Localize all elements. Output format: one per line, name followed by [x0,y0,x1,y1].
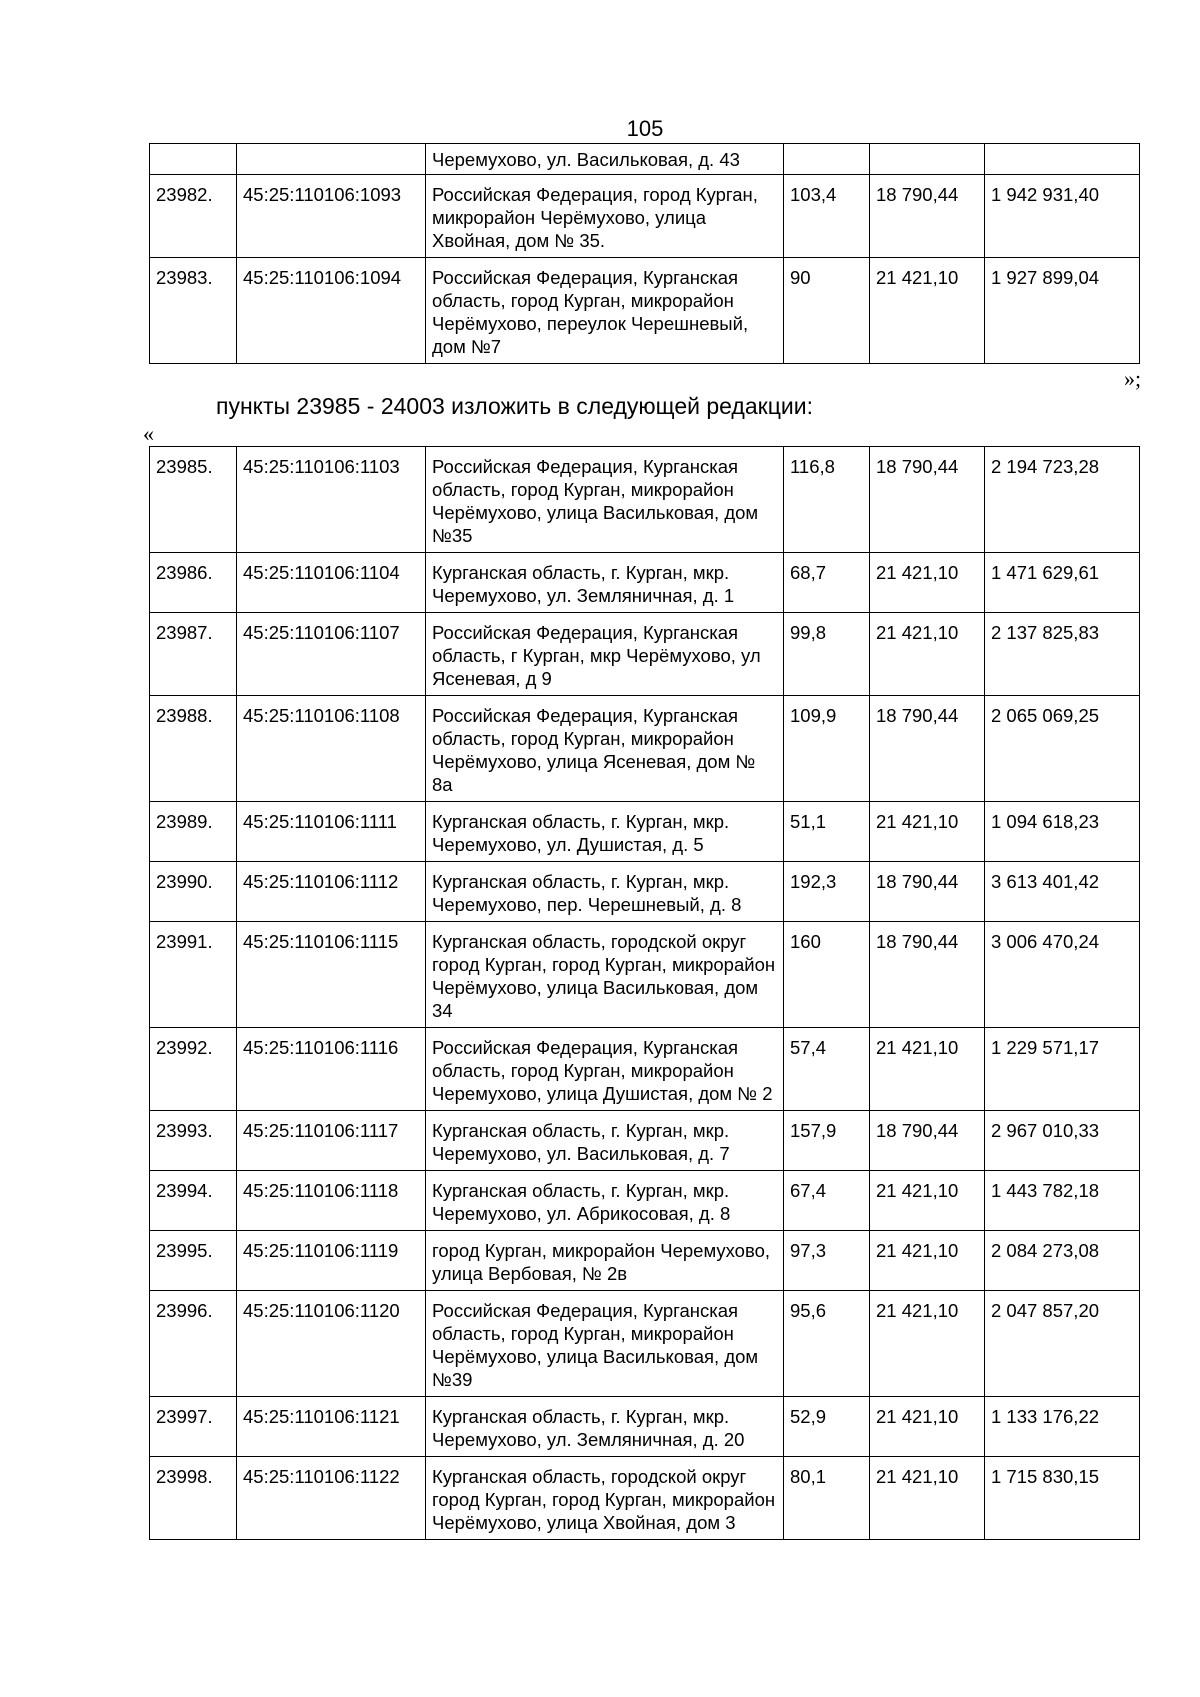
opening-quote: « [143,421,154,446]
table-row [150,1291,1140,1397]
address: Курганская область, городской округ город Курган, город Курган, микрорайон Черёмухово, улица Хвойная, дом 3 [426,1457,784,1540]
row-number [150,144,237,175]
unit-price: 18 790,44 [870,1111,985,1171]
top-table [149,143,1140,364]
area: 157,9 [784,1111,870,1171]
cadastral-cost: 3 613 401,42 [985,862,1140,922]
row-number: 23993. [150,1111,237,1171]
address: Курганская область, г. Курган, мкр. Черемухово, ул. Земляничная, д. 1 [426,553,784,613]
area: 52,9 [784,1397,870,1457]
table-row [150,553,1140,613]
area: 67,4 [784,1171,870,1231]
row-number: 23990. [150,862,237,922]
table-row [150,175,1140,258]
area: 160 [784,922,870,1028]
table-row [150,862,1140,922]
unit-price: 18 790,44 [870,922,985,1028]
cadastral-cost: 2 137 825,83 [985,613,1140,696]
row-number: 23985. [150,447,237,553]
unit-price: 21 421,10 [870,1291,985,1397]
row-number: 23983. [150,258,237,364]
unit-price: 18 790,44 [870,862,985,922]
table-row [150,447,1140,553]
cadastral-cost: 2 194 723,28 [985,447,1140,553]
main-table [149,446,1140,1540]
area: 95,6 [784,1291,870,1397]
row-number: 23992. [150,1028,237,1111]
cadastral-number: 45:25:110106:1120 [237,1291,426,1397]
cadastral-number: 45:25:110106:1117 [237,1111,426,1171]
cadastral-number: 45:25:110106:1093 [237,175,426,258]
cadastral-number: 45:25:110106:1094 [237,258,426,364]
row-number: 23996. [150,1291,237,1397]
row-number: 23982. [150,175,237,258]
unit-price: 21 421,10 [870,613,985,696]
cadastral-number: 45:25:110106:1116 [237,1028,426,1111]
table-row [150,922,1140,1028]
unit-price: 21 421,10 [870,1231,985,1291]
table-row [150,1231,1140,1291]
address: Курганская область, г. Курган, мкр. Черемухово, ул. Абрикосовая, д. 8 [426,1171,784,1231]
cadastral-cost: 1 094 618,23 [985,802,1140,862]
table-row [150,1111,1140,1171]
cadastral-cost: 2 065 069,25 [985,696,1140,802]
cadastral-cost: 2 084 273,08 [985,1231,1140,1291]
cadastral-cost [985,144,1140,175]
closing-quote: »; [1124,366,1142,391]
address: Черемухово, ул. Васильковая, д. 43 [426,144,784,175]
address: Российская Федерация, Курганская область, город Курган, микрорайон Черемухово, улица Душистая, дом № 2 [426,1028,784,1111]
table-row [150,144,1140,175]
unit-price: 21 421,10 [870,1397,985,1457]
row-number: 23995. [150,1231,237,1291]
area: 97,3 [784,1231,870,1291]
cadastral-number: 45:25:110106:1115 [237,922,426,1028]
amendment-instruction: пункты 23985 - 24003 изложить в следующей редакции: [216,393,813,419]
row-number: 23987. [150,613,237,696]
cadastral-number: 45:25:110106:1108 [237,696,426,802]
row-number: 23991. [150,922,237,1028]
unit-price: 21 421,10 [870,1028,985,1111]
address: Курганская область, г. Курган, мкр. Черемухово, ул. Душистая, д. 5 [426,802,784,862]
cadastral-cost: 2 967 010,33 [985,1111,1140,1171]
unit-price: 21 421,10 [870,553,985,613]
table-row [150,258,1140,364]
page-number: 105 [626,116,664,141]
area: 80,1 [784,1457,870,1540]
cadastral-number: 45:25:110106:1122 [237,1457,426,1540]
address: Российская Федерация, город Курган, микрорайон Черёмухово, улица Хвойная, дом № 35. [426,175,784,258]
unit-price: 21 421,10 [870,1457,985,1540]
cadastral-cost: 1 133 176,22 [985,1397,1140,1457]
table-row [150,1457,1140,1540]
table-row [150,802,1140,862]
area: 51,1 [784,802,870,862]
cadastral-cost: 1 715 830,15 [985,1457,1140,1540]
address: Российская Федерация, Курганская область, город Курган, микрорайон Черёмухово, улица Васильковая, дом №35 [426,447,784,553]
cadastral-cost: 1 927 899,04 [985,258,1140,364]
area: 103,4 [784,175,870,258]
cadastral-number [237,144,426,175]
row-number: 23997. [150,1397,237,1457]
address: Курганская область, г. Курган, мкр. Черемухово, ул. Земляничная, д. 20 [426,1397,784,1457]
address: Российская Федерация, Курганская область, город Курган, микрорайон Черёмухово, переулок Черешневый, дом №7 [426,258,784,364]
area: 99,8 [784,613,870,696]
unit-price [870,144,985,175]
cadastral-cost: 1 443 782,18 [985,1171,1140,1231]
address: Российская Федерация, Курганская область, город Курган, микрорайон Черёмухово, улица Васильковая, дом №39 [426,1291,784,1397]
address: Курганская область, г. Курган, мкр. Черемухово, ул. Васильковая, д. 7 [426,1111,784,1171]
cadastral-cost: 2 047 857,20 [985,1291,1140,1397]
table-row [150,696,1140,802]
row-number: 23986. [150,553,237,613]
cadastral-number: 45:25:110106:1103 [237,447,426,553]
table-row [150,1397,1140,1457]
area [784,144,870,175]
unit-price: 18 790,44 [870,696,985,802]
address: Российская Федерация, Курганская область, г Курган, мкр Черёмухово, ул Ясеневая, д 9 [426,613,784,696]
address: Курганская область, г. Курган, мкр. Черемухово, пер. Черешневый, д. 8 [426,862,784,922]
area: 192,3 [784,862,870,922]
cadastral-number: 45:25:110106:1112 [237,862,426,922]
area: 116,8 [784,447,870,553]
address: Российская Федерация, Курганская область, город Курган, микрорайон Черёмухово, улица Ясеневая, дом № 8а [426,696,784,802]
unit-price: 18 790,44 [870,447,985,553]
row-number: 23998. [150,1457,237,1540]
table-row [150,613,1140,696]
address: Курганская область, городской округ город Курган, город Курган, микрорайон Черёмухово, улица Васильковая, дом 34 [426,922,784,1028]
cadastral-number: 45:25:110106:1119 [237,1231,426,1291]
address: город Курган, микрорайон Черемухово, улица Вербовая, № 2в [426,1231,784,1291]
area: 68,7 [784,553,870,613]
cadastral-number: 45:25:110106:1118 [237,1171,426,1231]
area: 109,9 [784,696,870,802]
cadastral-cost: 1 229 571,17 [985,1028,1140,1111]
row-number: 23994. [150,1171,237,1231]
table-row [150,1028,1140,1111]
unit-price: 18 790,44 [870,175,985,258]
cadastral-number: 45:25:110106:1121 [237,1397,426,1457]
area: 57,4 [784,1028,870,1111]
cadastral-cost: 1 471 629,61 [985,553,1140,613]
area: 90 [784,258,870,364]
cadastral-cost: 1 942 931,40 [985,175,1140,258]
unit-price: 21 421,10 [870,802,985,862]
row-number: 23989. [150,802,237,862]
row-number: 23988. [150,696,237,802]
unit-price: 21 421,10 [870,258,985,364]
cadastral-number: 45:25:110106:1111 [237,802,426,862]
unit-price: 21 421,10 [870,1171,985,1231]
table-row [150,1171,1140,1231]
cadastral-number: 45:25:110106:1104 [237,553,426,613]
cadastral-cost: 3 006 470,24 [985,922,1140,1028]
cadastral-number: 45:25:110106:1107 [237,613,426,696]
